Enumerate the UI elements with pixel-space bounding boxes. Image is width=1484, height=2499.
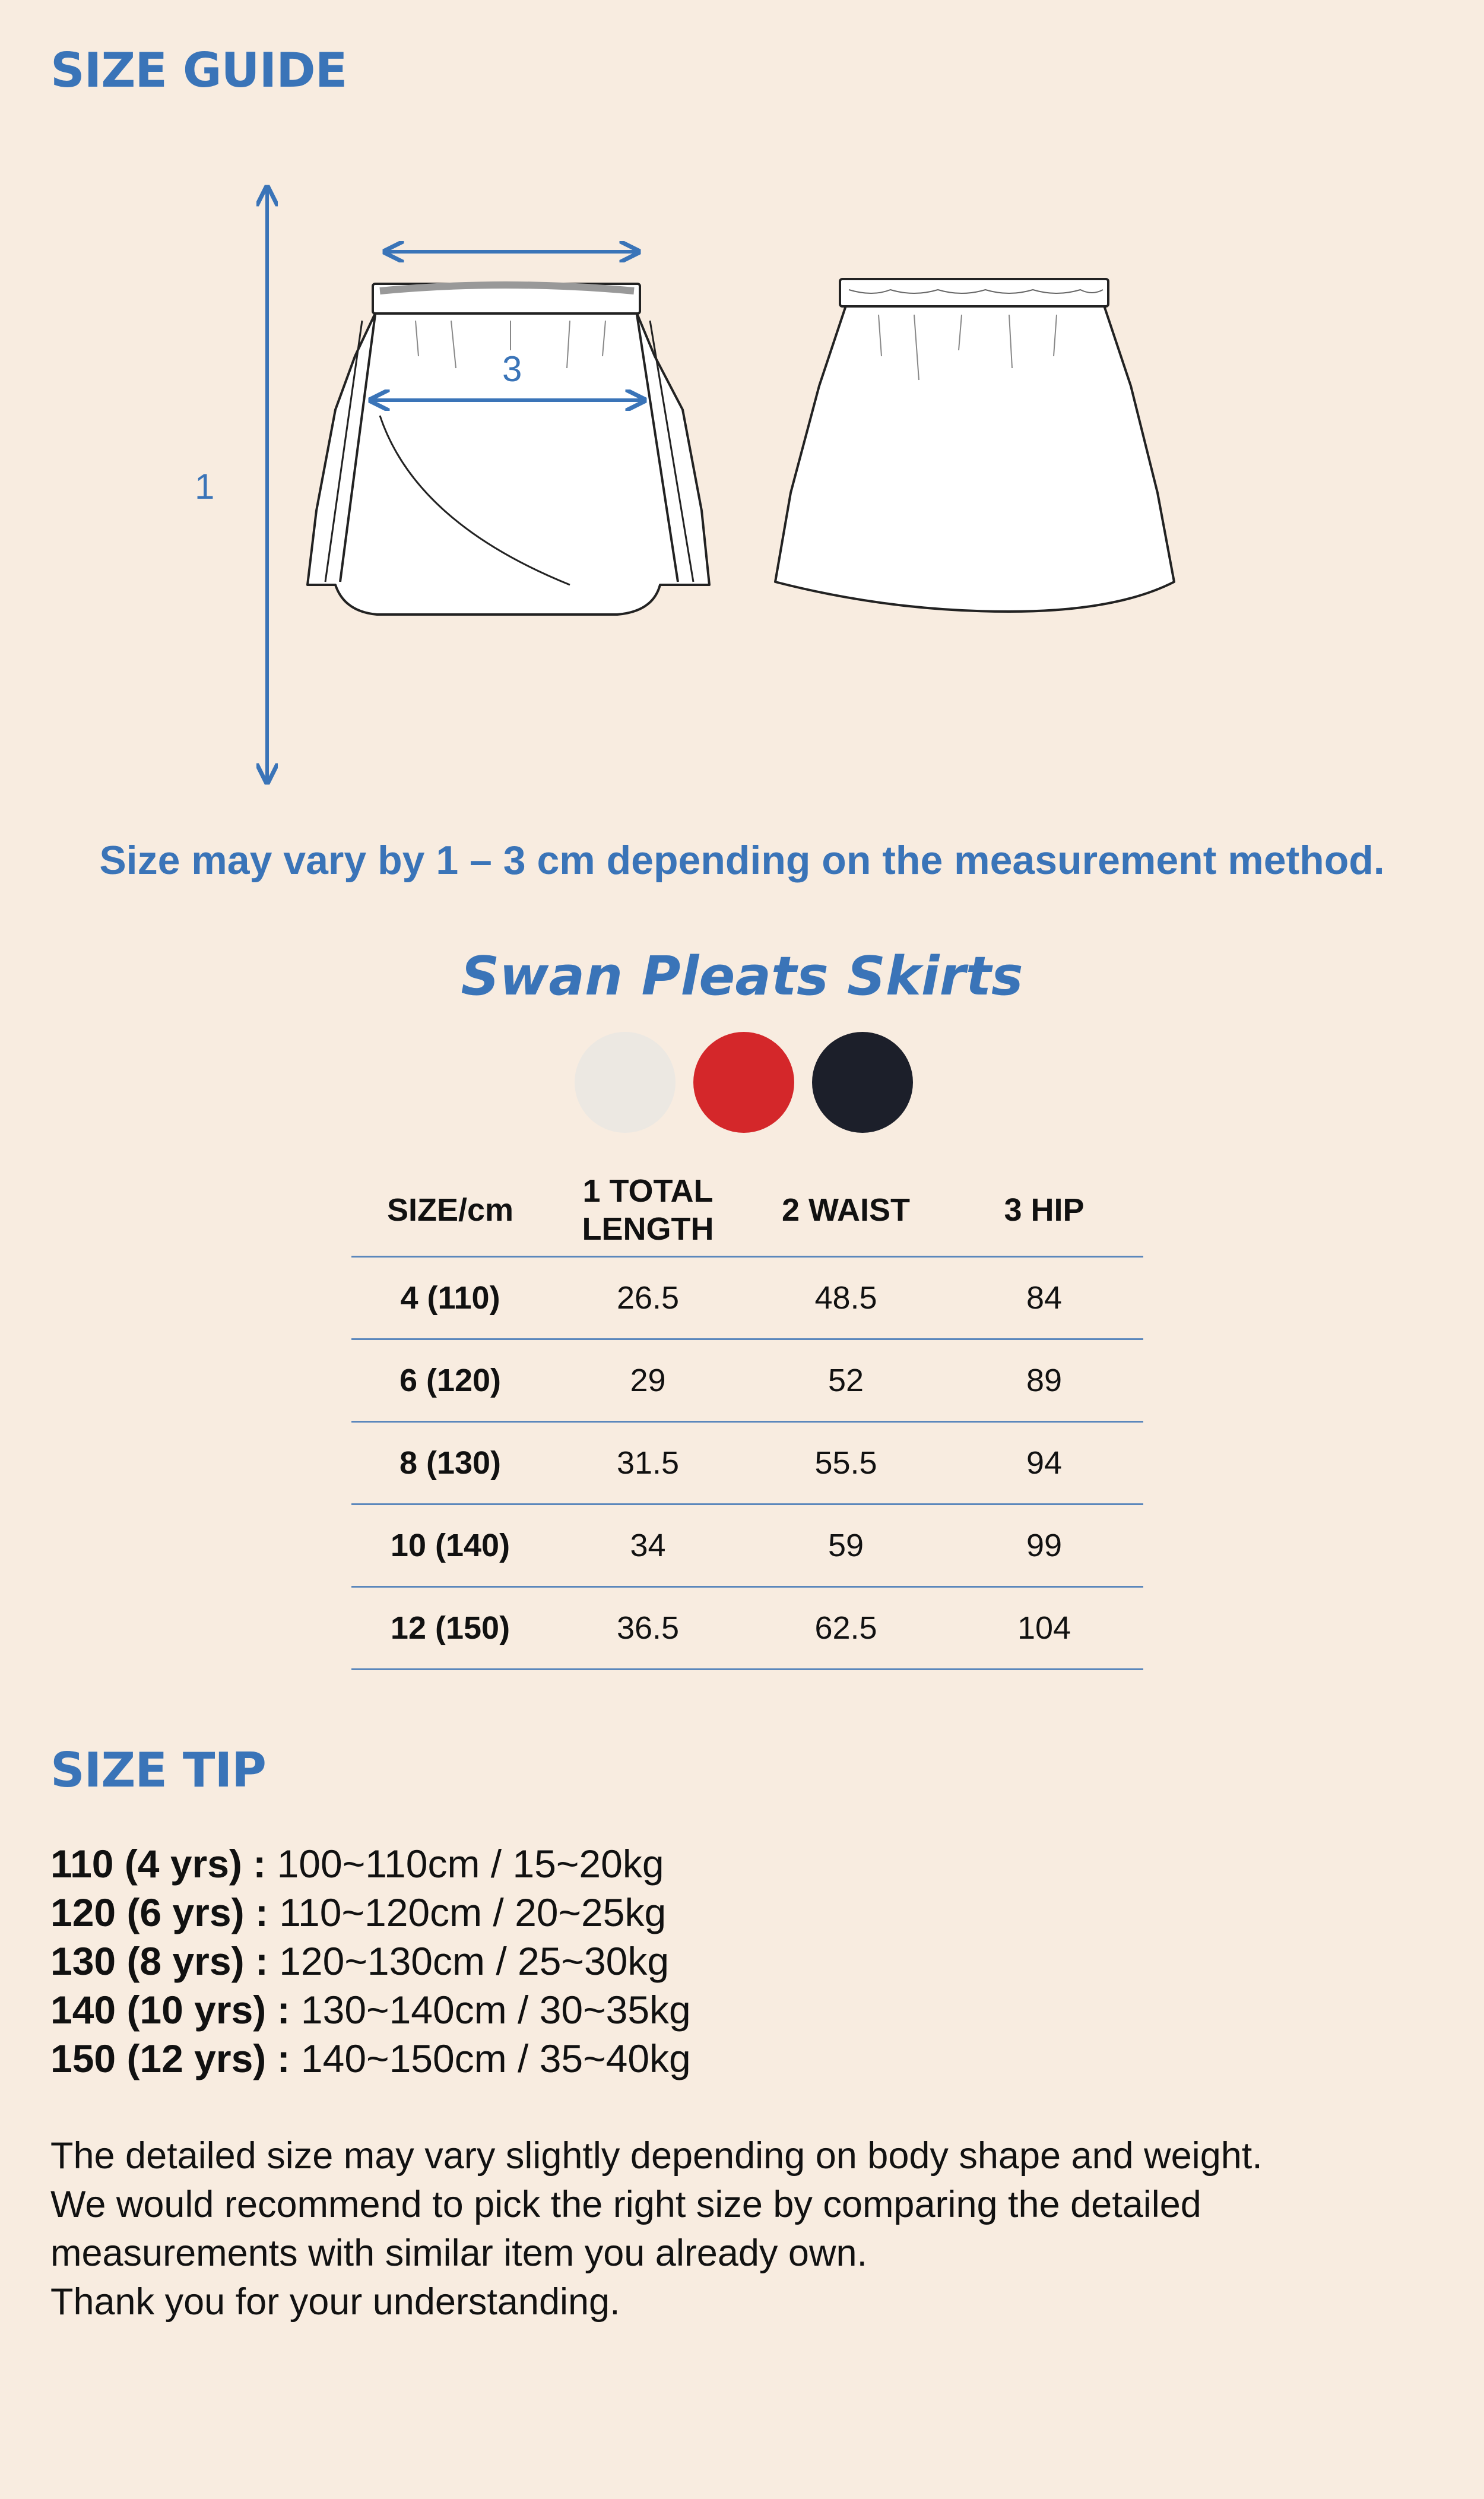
table-row (351, 1422, 1143, 1505)
header-length-line1: 1 TOTAL (582, 1173, 714, 1209)
tip-separator: : (242, 1842, 277, 1886)
size-cell: 8 (130) (351, 1422, 549, 1505)
size-cell: 6 (120) (351, 1339, 549, 1422)
tip-value: 120~130cm / 25~30kg (279, 1939, 670, 1983)
size-cell: 4 (110) (351, 1257, 549, 1339)
paragraph-line: We would recommend to pick the right size by comparing the detailed (50, 2184, 1201, 2225)
tip-item (50, 1888, 691, 1937)
length-cell: 26.5 (549, 1257, 747, 1339)
tip-label: 150 (12 yrs) (50, 2036, 267, 2080)
hip-cell: 99 (945, 1505, 1143, 1587)
tip-label: 120 (6 yrs) (50, 1890, 245, 1934)
tip-label: 110 (4 yrs) (50, 1842, 242, 1886)
front-skirt-drawing (307, 284, 709, 615)
tip-value: 100~110cm / 15~20kg (277, 1842, 664, 1886)
size-cell: 10 (140) (351, 1505, 549, 1587)
header-hip: 3 HIP (945, 1164, 1143, 1257)
product-title: Swan Pleats Skirts (461, 945, 1023, 1008)
hip-cell: 104 (945, 1587, 1143, 1670)
hip-label: 3 (502, 349, 522, 389)
tip-separator: : (266, 1988, 301, 2032)
paragraph-line: Thank you for your understanding. (50, 2281, 620, 2323)
tip-item (50, 2034, 691, 2083)
navy-swatch (812, 1032, 913, 1133)
waist-cell: 59 (747, 1505, 945, 1587)
length-cell: 36.5 (549, 1587, 747, 1670)
waist-cell: 55.5 (747, 1422, 945, 1505)
measurement-note: Size may vary by 1 – 3 cm depending on the measurement method. (99, 838, 1385, 883)
header-size: SIZE/cm (351, 1164, 549, 1257)
size-guide-heading: SIZE GUIDE (50, 43, 347, 98)
red-swatch (693, 1032, 794, 1133)
tip-separator: : (244, 1939, 280, 1983)
tip-label: 140 (10 yrs) (50, 1988, 267, 2032)
length-label: 1 (195, 467, 215, 506)
table-row (351, 1339, 1143, 1422)
paragraph-line: measurements with similar item you already own. (50, 2232, 868, 2274)
paragraph-line: The detailed size may vary slightly depending on body shape and weight. (50, 2135, 1263, 2177)
hip-cell: 84 (945, 1257, 1143, 1339)
white-swatch (575, 1032, 676, 1133)
tip-item (50, 1985, 691, 2034)
table-row (351, 1257, 1143, 1339)
table-row (351, 1505, 1143, 1587)
size-cell: 12 (150) (351, 1587, 549, 1670)
length-cell: 34 (549, 1505, 747, 1587)
tip-separator: : (266, 2036, 301, 2080)
tip-item (50, 1937, 691, 1985)
tip-separator: : (244, 1890, 280, 1934)
skirt-diagram (0, 0, 1484, 807)
hip-cell: 94 (945, 1422, 1143, 1505)
length-cell: 31.5 (549, 1422, 747, 1505)
size-tip-list (50, 1839, 691, 2083)
waist-cell: 62.5 (747, 1587, 945, 1670)
size-table (351, 1164, 1143, 1670)
tip-value: 140~150cm / 35~40kg (300, 2036, 691, 2080)
waist-cell: 52 (747, 1339, 945, 1422)
size-tip-paragraph (50, 2131, 1445, 2326)
tip-item (50, 1839, 691, 1888)
tip-value: 110~120cm / 20~25kg (279, 1890, 667, 1934)
hip-cell: 89 (945, 1339, 1143, 1422)
color-swatches (575, 1032, 913, 1134)
header-length-line2: LENGTH (582, 1211, 714, 1247)
table-row (351, 1587, 1143, 1670)
size-tip-heading: SIZE TIP (50, 1743, 266, 1798)
length-cell: 29 (549, 1339, 747, 1422)
table-header-row (351, 1164, 1143, 1257)
header-waist: 2 WAIST (747, 1164, 945, 1257)
back-skirt-drawing (775, 279, 1174, 612)
tip-label: 130 (8 yrs) (50, 1939, 245, 1983)
tip-value: 130~140cm / 30~35kg (300, 1988, 691, 2032)
header-length (549, 1164, 747, 1257)
waist-cell: 48.5 (747, 1257, 945, 1339)
